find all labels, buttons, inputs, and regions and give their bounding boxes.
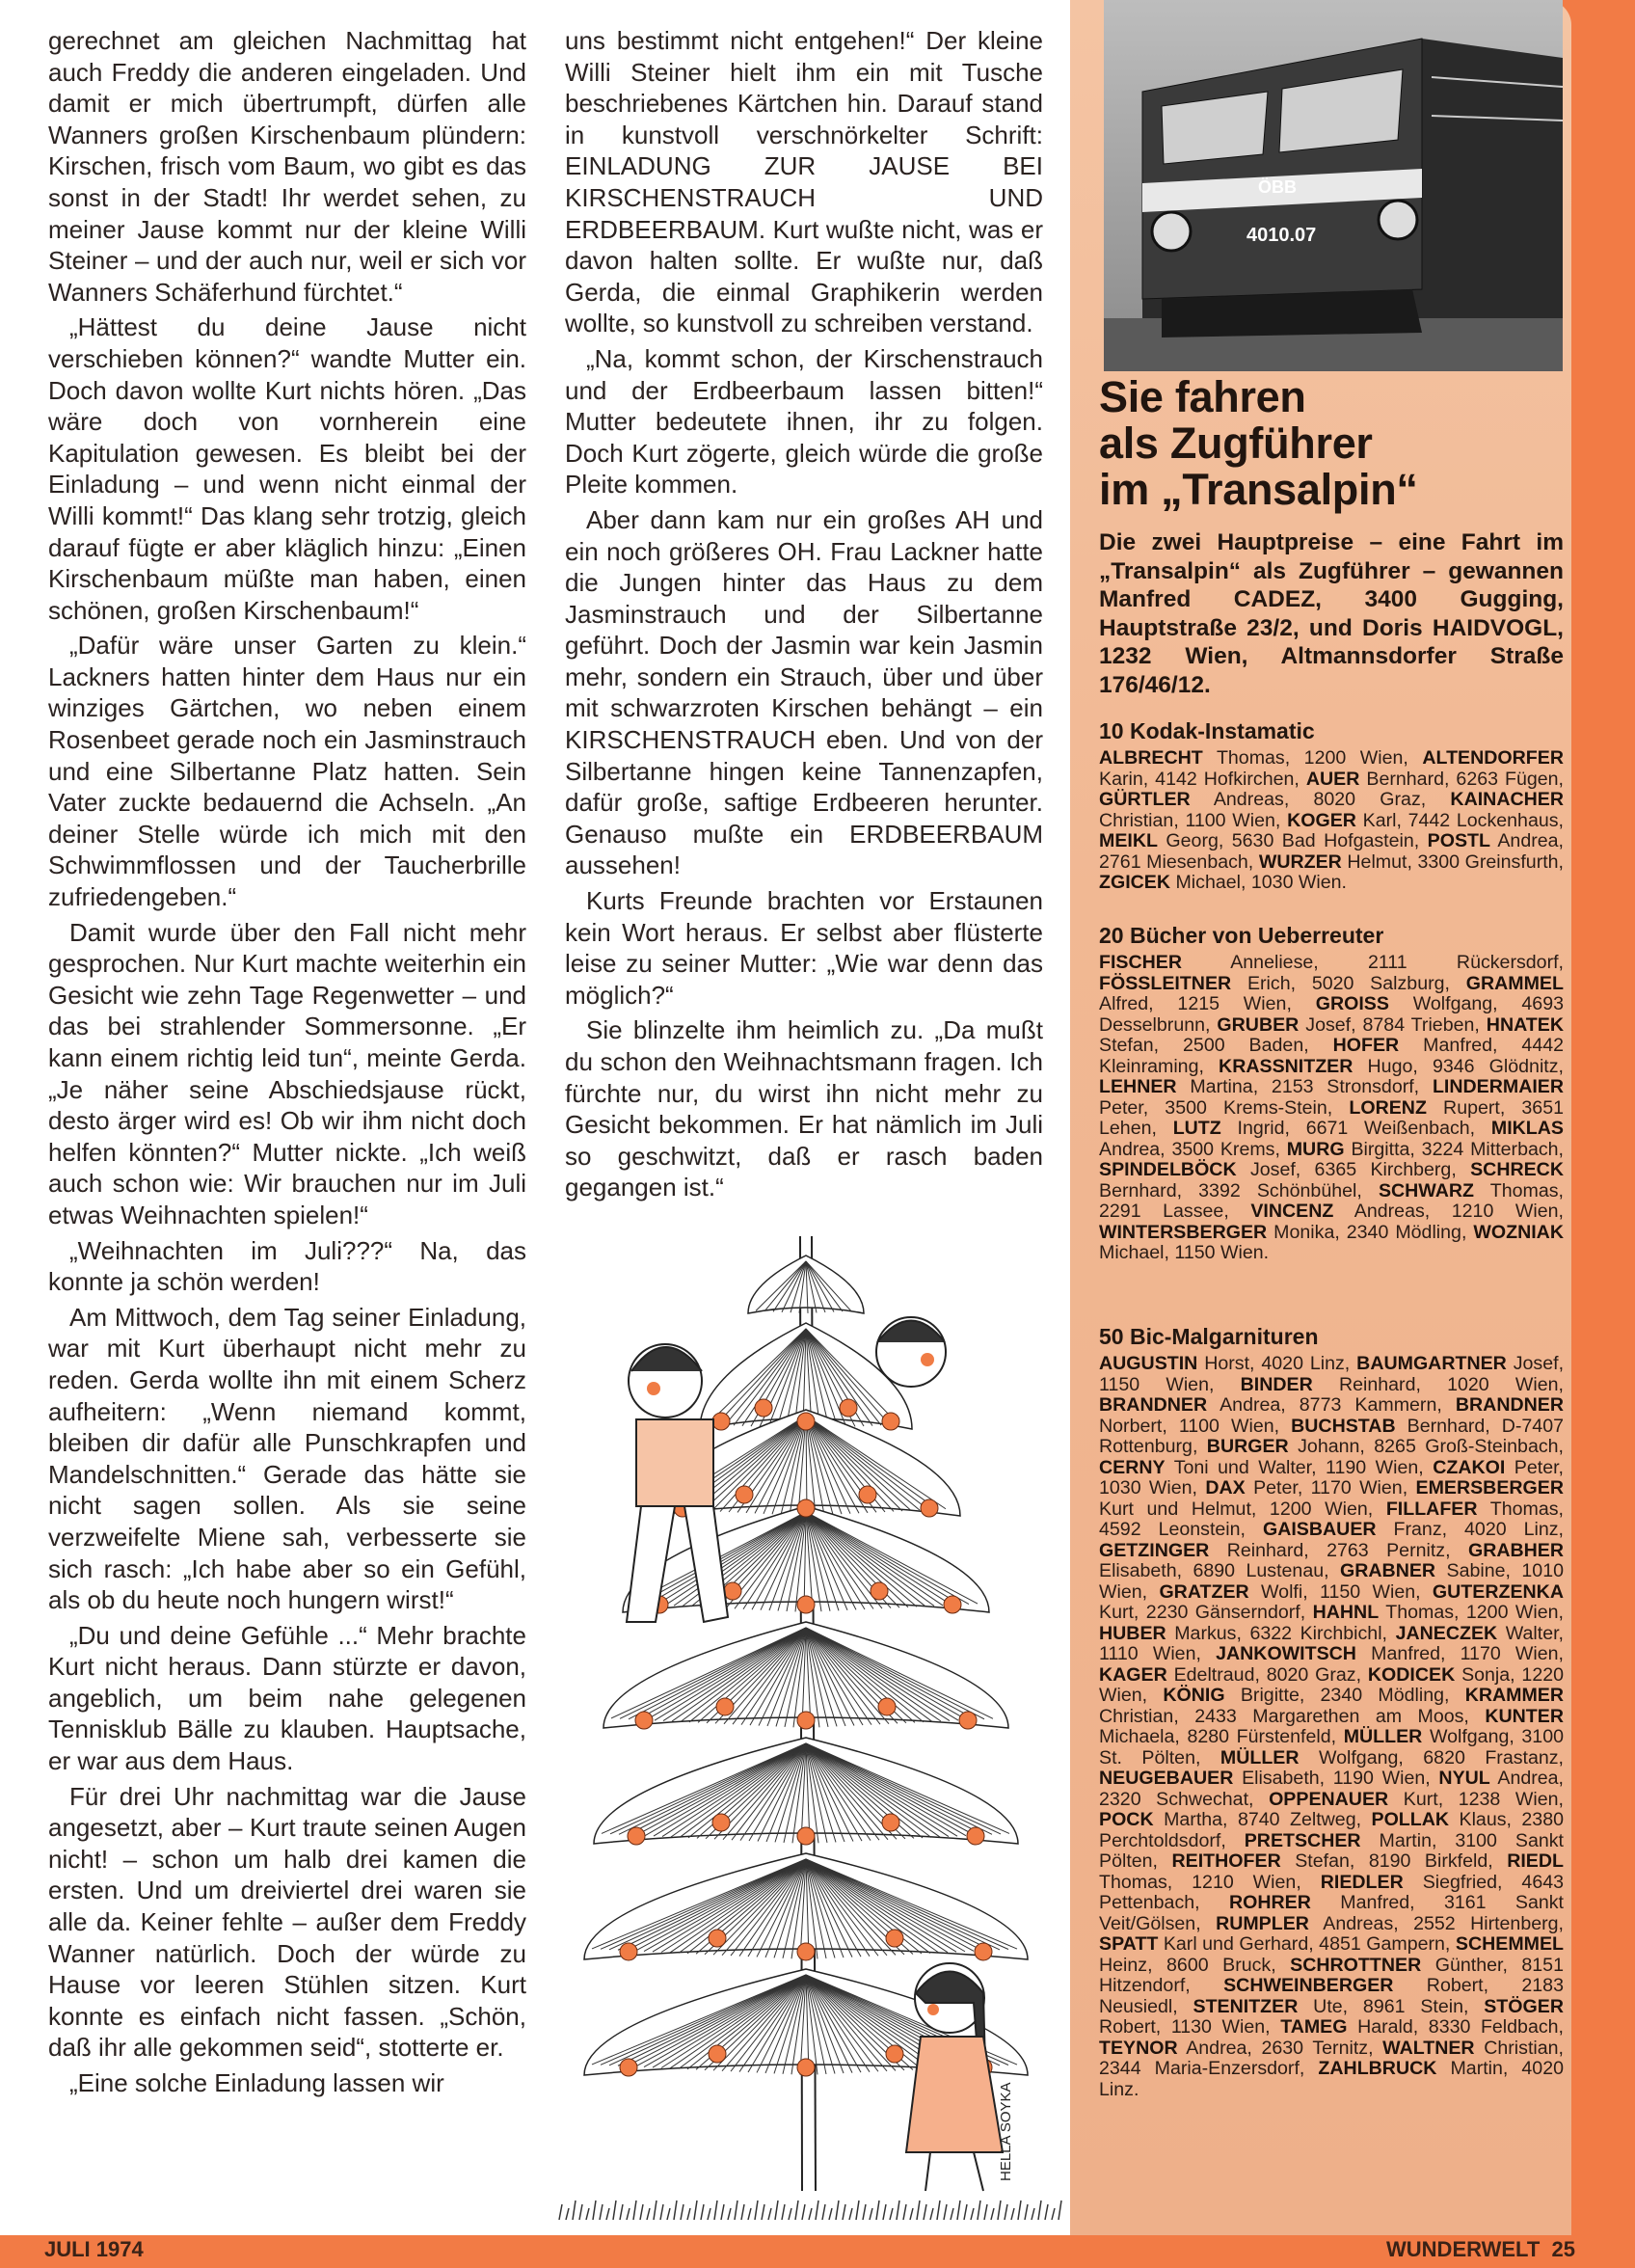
winner-surname: REITHOFER [1171, 1850, 1281, 1872]
winner-surname: KAINACHER [1450, 789, 1564, 810]
strawberry-tree-illustration [549, 1217, 1070, 2229]
winner-details: Johann, 8265 Groß-Steinbach, [1298, 1436, 1564, 1457]
winner-entry [1099, 1933, 1450, 1955]
winner-surname: JANKOWITSCH [1216, 1643, 1356, 1664]
winner-surname: POSTL [1427, 830, 1490, 851]
winner-surname: DAX [1205, 1477, 1246, 1498]
winner-surname: KAGER [1099, 1663, 1167, 1686]
winner-details: Andrea, 8773 Kammern, [1220, 1394, 1442, 1416]
winner-details: Elisabeth, 6890 Lustenau, [1099, 1560, 1329, 1581]
strawberry [921, 1499, 938, 1517]
winner-details: Wolfgang, 3100 St. Pölten, [1099, 1726, 1565, 1768]
winner-details: Hugo, 9346 Glödnitz, [1367, 1055, 1564, 1077]
winner-details: Josef, 8784 Trieben, [1305, 1013, 1480, 1036]
winner-surname: RUMPLER [1216, 1912, 1309, 1934]
winner-surname: POCK [1099, 1809, 1154, 1830]
winner-entry [1099, 1394, 1442, 1416]
winner-details: Martin, 4020 Linz. [1099, 2058, 1565, 2100]
winner-surname: BUCHSTAB [1291, 1415, 1396, 1437]
winner-entry [1099, 973, 1450, 994]
strawberry [882, 1413, 899, 1430]
winner-details: Brigitte, 2340 Mödling, [1240, 1685, 1450, 1706]
winner-details: Norbert, 1100 Wien, [1099, 1415, 1280, 1437]
winner-surname: OPPENAUER [1269, 1788, 1389, 1810]
strawberry [797, 1712, 815, 1729]
winner-surname: WALTNER [1382, 2037, 1475, 2059]
magazine-page-number: WUNDERWELT 25 [1386, 2237, 1575, 2261]
winner-entry [1099, 747, 1408, 769]
winner-surname: NEUGEBAUER [1099, 1768, 1234, 1789]
story-paragraph: „Na, kommt schon, der Kirschenstrauch und der Erdbeerbaum lassen bitten!“ Mutter bedeutete ihnen, ihr zu folgen. Doch Kurt zögerte, gleich würde die große Pleite kommen. [565, 343, 1043, 500]
winner-surname: LINDERMAIER [1432, 1076, 1565, 1097]
winner-details: Thomas, 1200 Wien, [1385, 1602, 1564, 1623]
strawberry [724, 1582, 741, 1600]
winner-details: Christian, 2344 Maria-Enzersdorf, [1099, 2037, 1564, 2079]
winner-entry [1269, 1789, 1564, 1810]
branch-tier [748, 1256, 864, 1313]
winner-surname: BAUMGARTNER [1356, 1353, 1507, 1374]
winner-surname: GÜRTLER [1099, 789, 1191, 810]
page-footer [0, 2235, 1635, 2268]
strawberry [709, 2045, 726, 2063]
strawberry [797, 2059, 815, 2076]
strawberry [882, 1814, 899, 1831]
winner-surname: KUNTER [1485, 1705, 1564, 1727]
winner-entry [1099, 830, 1419, 851]
winner-surname: ALTENDORFER [1422, 747, 1564, 769]
winner-surname: BINDER [1240, 1373, 1313, 1395]
winner-entry [1207, 1436, 1564, 1457]
winner-entry [1099, 1457, 1424, 1478]
winner-surname: LUTZ [1172, 1118, 1221, 1139]
winner-details: Josef, 1150 Wien, [1099, 1353, 1565, 1395]
winner-list [1099, 1354, 1564, 2100]
strawberry [716, 1698, 734, 1715]
story-paragraph: uns bestimmt nicht entgehen!“ Der kleine Willi Steiner hielt ihm ein mit Tusche beschriebenes Kärtchen hin. Darauf stand in kunstvoll verschnörkelter Schrift: EINLADUNG ZUR JAUSE BEI KIRSCHENSTRAUCH UND ERDBEERBAUM. Kurt wußte nicht, was er davon halten sollte. Er wußte nur, daß Gerda, die einmal Graphikerin werden wollte, so kunstvoll zu schreiben verstand. [565, 26, 1043, 338]
headline-line: Sie fahren [1099, 372, 1306, 421]
winner-surname: FISCHER [1099, 952, 1183, 973]
grass [559, 2200, 1061, 2220]
winner-surname: HUBER [1099, 1622, 1166, 1644]
winner-surname: BURGER [1206, 1436, 1289, 1457]
winner-details: Klaus, 2380 Perchtoldsdorf, [1099, 1809, 1564, 1851]
orange-frame-right [1571, 0, 1635, 2268]
winner-details: Thomas, 1210 Wien, [1099, 1871, 1301, 1893]
winner-details: Bernhard, 3392 Schönbühel, [1099, 1179, 1362, 1202]
train-logo: ÖBB [1258, 177, 1297, 197]
train-photo [1104, 0, 1563, 371]
winner-surname: MIKLAS [1490, 1118, 1564, 1139]
winner-surname: CERNY [1099, 1456, 1166, 1478]
winner-details: Andreas, 8020 Graz, [1213, 789, 1427, 810]
winner-surname: KÖNIG [1163, 1685, 1225, 1706]
winner-details: Bernhard, D-7407 Rottenburg, [1099, 1415, 1565, 1457]
story-paragraph: Für drei Uhr nachmittag war die Jause angesetzt, aber – Kurt traute seinen Augen nicht! – schon um halb drei kamen die ersten. Und um dreiviertel drei waren sie alle da. Keiner fehlte – außer dem Freddy Wanner natürlich. Doch der würde zu Hause vor leeren Stühlen sitzen. Kurt konnte es einfach nicht fassen. „Schön, daß ihr alle gekommen seid“, stotterte er. [48, 1781, 526, 2063]
winner-surname: JANECZEK [1395, 1622, 1498, 1644]
winner-details: Georg, 5630 Bad Hofgastein, [1166, 830, 1420, 851]
winner-entry [1159, 1581, 1420, 1603]
winner-surname: KOGER [1287, 809, 1356, 831]
headline-line: im „Transalpin“ [1099, 465, 1418, 514]
winner-surname: GETZINGER [1099, 1539, 1210, 1561]
winner-details: Andrea, 2630 Ternitz, [1186, 2037, 1374, 2059]
winner-surname: ZAHLBRUCK [1318, 2058, 1437, 2079]
winner-entry [1173, 1118, 1475, 1139]
story-paragraph: Am Mittwoch, dem Tag seiner Einladung, war mit Kurt überhaupt nicht mehr zu reden. Gerda wollte ihn mit einem Scherz aufheitern: „Wenn niemand kommt, bleiben dir dafür alle Punschkrapfen und Mandelschnitten.“ Gerade das hätte sie nicht sagen sollen. Als sie seine verzweifelte Miene sah, verbesserte sie sich rasch: „Ich habe aber so ein Gefühl, als ob du heute noch hungern wirst!“ [48, 1302, 526, 1615]
story-column-1 [48, 25, 526, 2103]
strawberry [959, 1712, 977, 1729]
main-prize-winners: Die zwei Hauptpreise – eine Fahrt im „Transalpin“ als Zugführer – gewannen Manfred CADEZ, 3400 Gugging, Hauptstraße 23/2, und Doris HAIDVOGL, 1232 Wien, Altmannsdorfer Straße 176/46/12. [1099, 529, 1564, 698]
winner-entry [1219, 1056, 1564, 1077]
winner-surname: STÖGER [1484, 1995, 1564, 2017]
winner-surname: GRAMMEL [1465, 972, 1564, 994]
strawberry [871, 1582, 888, 1600]
winner-details: Helmut, 3300 Greinsfurth, [1347, 850, 1564, 873]
winner-details: Wolfgang, 6820 Frastanz, [1318, 1746, 1564, 1768]
winner-surname: KODICEK [1367, 1663, 1456, 1686]
strawberry [797, 1827, 815, 1845]
winner-surname: WOZNIAK [1473, 1221, 1564, 1243]
winner-surname: HAHNL [1312, 1602, 1380, 1623]
strawberry [797, 1943, 815, 1960]
winner-entry [1099, 1222, 1466, 1243]
winner-details: Erich, 5020 Salzburg, [1246, 972, 1450, 994]
winner-details: Sonja, 1220 Wien, [1099, 1663, 1565, 1706]
strawberry [620, 2059, 637, 2076]
story-paragraph: „Hättest du deine Jause nicht verschieben können?“ wandte Mutter ein. Doch davon wollte Kurt nichts hören. „Das wäre doch von vornherein eine Kapitulation gewesen. Es bleibt bei der Einladung – und wenn nicht einmal der Willi kommt!“ Das klang sehr trotzig, gleich darauf fügte er aber kläglich hinzu: „Einen Kirschenbaum müßte man haben, einen schönen, großen Kirschenbaum!“ [48, 312, 526, 625]
story-column-2 [565, 25, 1043, 1207]
strawberry [878, 1698, 896, 1715]
winner-details: Martin, 3100 Sankt Pölten, [1099, 1829, 1565, 1872]
winner-details: Michael, 1030 Wien. [1175, 872, 1348, 893]
story-paragraph: gerechnet am gleichen Nachmittag hat auch Freddy die anderen eingeladen. Und damit er mich übertrumpft, dürfen alle Wanners großen Kirschenbaum plündern: Kirschen, frisch vom Baum, wo gibt es das sonst in der Stadt! Ihr werdet sehen, zu meiner Jause kommt nur der kleine Willi Steiner – und der auch nur, weil er sich vor Wanners Schäferhund fürchtet.“ [48, 26, 526, 307]
winner-surname: SPATT [1099, 1933, 1159, 1955]
winner-entry [1099, 789, 1426, 810]
train-number: 4010.07 [1246, 225, 1317, 246]
winner-details: Wolfi, 1150 Wien, [1261, 1580, 1421, 1603]
winner-entry [1216, 1913, 1564, 1934]
winner-details: Walter, 1110 Wien, [1099, 1622, 1564, 1664]
winner-entry [1205, 1477, 1407, 1498]
strawberry [712, 1413, 730, 1430]
winner-entry [1313, 1602, 1564, 1623]
strawberry [755, 1399, 772, 1417]
winner-details: Sabine, 1010 Wien, [1099, 1560, 1564, 1603]
winner-details: Peter, 1030 Wien, [1099, 1456, 1564, 1498]
strawberry [840, 1399, 857, 1417]
winner-details: Martha, 8740 Zeltweg, [1164, 1809, 1362, 1830]
winner-details: Elisabeth, 1190 Wien, [1242, 1768, 1431, 1789]
winner-entry [1099, 1540, 1451, 1561]
winner-entry [1259, 851, 1564, 873]
story-paragraph: Kurts Freunde brachten vor Erstaunen kein Wort heraus. Er selbst aber flüsterte leise zu seiner Mutter: „Wie war denn das möglich?“ [565, 886, 1043, 1010]
winner-surname: GRABHER [1467, 1539, 1565, 1561]
winner-list [1099, 953, 1564, 1264]
winner-details: Edeltraud, 8020 Graz, [1173, 1663, 1362, 1686]
winner-surname: ZGICEK [1099, 872, 1171, 893]
winner-surname: RIEDL [1507, 1850, 1564, 1872]
story-paragraph: Damit wurde über den Fall nicht mehr gesprochen. Nur Kurt machte weiterhin ein Gesicht wie zehn Tage Regenwetter – und das bei strahlender Sommersonne. „Er kann einem richtig leid tun“, meinte Gerda. „Je näher seine Abschiedsjause rückt, desto ärger wird es! Ob wir ihm nicht doch helfen könnten?“ Mutter nickte. „Ich weiß auch schon wie: Wir brauchen nur im Juli etwas Weihnachten spielen!“ [48, 917, 526, 1229]
winner-surname: KRASSNITZER [1219, 1055, 1354, 1077]
winner-details: Kurt und Helmut, 1200 Wien, [1099, 1498, 1374, 1520]
winner-details: Stefan, 8190 Birkfeld, [1295, 1850, 1493, 1872]
winner-entry [1250, 1201, 1564, 1222]
winner-entry [1287, 1139, 1564, 1160]
strawberry [975, 1943, 992, 1960]
strawberry [797, 1596, 815, 1613]
winner-details: Manfred, 4442 Kleinraming, [1099, 1035, 1565, 1077]
winner-details: Karl und Gerhard, 4851 Gampern, [1163, 1933, 1451, 1955]
winner-surname: SCHEMMEL [1455, 1933, 1564, 1955]
winner-surname: SPINDELBÖCK [1099, 1159, 1237, 1180]
winner-details: Michael, 1150 Wien. [1099, 1242, 1270, 1263]
winner-details: Karin, 4142 Hofkirchen, [1099, 768, 1300, 790]
story-paragraph: „Dafür wäre unser Garten zu klein.“ Lackners hatten hinter dem Haus nur ein winziges Gärtchen, wo neben einem Rosenbeet gerade noch ein Jasminstrauch und eine Silbertanne Platz hatten. Sein Vater zuckte bedauernd die Achseln. „An deiner Stelle würde ich mich mit den Schwimmflossen und der Taucherbrille zufriedengeben.“ [48, 631, 526, 912]
winner-entry [1280, 2016, 1564, 2038]
strawberry [886, 2045, 903, 2063]
winner-surname: CZAKOI [1433, 1456, 1506, 1478]
strawberry [628, 1827, 645, 1845]
strawberry [736, 1486, 753, 1503]
winner-surname: MEIKL [1099, 830, 1158, 851]
winner-surname: TEYNOR [1099, 2037, 1178, 2059]
winner-details: Kurt, 2230 Gänserndorf, [1099, 1602, 1306, 1623]
winner-surname: GUTERZENKA [1432, 1580, 1564, 1603]
winner-details: Bernhard, 6263 Fügen, [1366, 768, 1565, 790]
winner-surname: AUGUSTIN [1099, 1353, 1198, 1374]
winner-surname: HOFER [1332, 1035, 1400, 1056]
winner-details: Siegfried, 4643 Pettenbach, [1099, 1871, 1565, 1913]
story-paragraph: Sie blinzelte ihm heimlich zu. „Da mußt du schon den Weihnachtsmann fragen. Ich fürchte nur, du wirst ihn nicht mehr zu Gesicht bekommen. Er hat nämlich im Juli so geschwitzt, daß er rasch baden gegangen ist.“ [565, 1015, 1043, 1202]
story-paragraph: „Eine solche Einladung lassen wir [69, 2068, 444, 2097]
winner-entry [1220, 1747, 1564, 1768]
winner-details: Thomas, 1200 Wien, [1216, 747, 1408, 769]
winner-details: Thomas, 2291 Lassee, [1099, 1179, 1564, 1222]
winner-details: Christian, 1100 Wien, [1099, 809, 1281, 831]
winner-surname: GRABNER [1340, 1560, 1436, 1581]
winner-surname: NYUL [1438, 1768, 1490, 1789]
winner-details: Manfred, 3161 Sankt Veit/Gölsen, [1099, 1892, 1565, 1934]
winner-details: Robert, 1130 Wien, [1099, 2016, 1271, 2038]
winner-surname: MÜLLER [1343, 1726, 1423, 1747]
winner-details: Christian, 2433 Margarethen am Moos, [1099, 1705, 1469, 1727]
winner-surname: MÜLLER [1220, 1746, 1300, 1768]
winner-details: Kurt, 1238 Wien, [1403, 1788, 1564, 1810]
winner-entry [1163, 1685, 1449, 1706]
winner-entry [1099, 1353, 1350, 1374]
winner-entry [1099, 1768, 1431, 1789]
winner-entry [1241, 1374, 1564, 1395]
prize-section-title: 50 Bic-Malgarnituren [1099, 1324, 1319, 1349]
strawberry [709, 1930, 726, 1947]
winner-surname: GAISBAUER [1262, 1519, 1377, 1540]
winner-entry [1193, 1996, 1469, 2017]
winner-details: Birgitta, 3224 Mitterbach, [1351, 1138, 1565, 1160]
winner-details: Heinz, 8600 Bruck, [1099, 1954, 1276, 1976]
winner-surname: EMERSBERGER [1415, 1477, 1565, 1498]
story-paragraph: „Du und deine Gefühle ...“ Mehr brachte Kurt nicht heraus. Dann stürzte er davon, angeblich, um beim nahe gelegenen Tennisklub Bälle zu klauben. Hauptsache, er war aus dem Haus. [48, 1620, 526, 1776]
strawberry [944, 1596, 961, 1613]
winner-surname: GROISS [1315, 993, 1389, 1014]
winner-details: Toni und Walter, 1190 Wien, [1173, 1456, 1424, 1478]
winner-list [1099, 748, 1564, 894]
winner-entry [1263, 1519, 1564, 1540]
winner-details: Alfred, 1215 Wien, [1099, 993, 1292, 1014]
strawberry [712, 1814, 730, 1831]
winner-entry [1099, 1159, 1457, 1180]
prize-section-books [1099, 922, 1564, 1264]
winner-surname: GRUBER [1217, 1013, 1300, 1036]
winner-surname: LEHNER [1099, 1076, 1177, 1097]
strawberry [967, 1827, 984, 1845]
winner-entry [1099, 1623, 1387, 1644]
issue-date: JULI 1974 [44, 2237, 144, 2261]
winner-surname: TAMEG [1280, 2016, 1348, 2038]
strawberry [635, 1712, 653, 1729]
winner-entry [1099, 872, 1347, 893]
winner-entry [1099, 2038, 1374, 2059]
winner-details: Monika, 2340 Mödling, [1273, 1221, 1467, 1243]
winner-surname: POLLAK [1371, 1809, 1450, 1830]
winner-details: Harald, 8330 Feldbach, [1357, 2016, 1564, 2038]
winner-surname: VINCENZ [1250, 1201, 1334, 1222]
winner-surname: SCHWEINBERGER [1223, 1975, 1394, 1996]
winner-surname: WINTERSBERGER [1099, 1221, 1268, 1243]
winner-entry [1306, 769, 1564, 790]
winner-entry [1099, 1076, 1419, 1097]
winner-surname: BRANDNER [1099, 1394, 1208, 1416]
winner-details: Horst, 4020 Linz, [1204, 1353, 1351, 1374]
winner-surname: ALBRECHT [1099, 747, 1203, 769]
winner-surname: ROHRER [1228, 1892, 1311, 1913]
winner-details: Peter, 3500 Krems-Stein, [1099, 1096, 1333, 1119]
winner-entry [1216, 1643, 1564, 1664]
winner-surname: SCHROTTNER [1290, 1954, 1422, 1976]
winner-details: Stefan, 2500 Baden, [1099, 1035, 1309, 1056]
winner-surname: SCHWARZ [1378, 1179, 1474, 1202]
winner-surname: MURG [1286, 1138, 1345, 1160]
headline-line: als Zugführer [1099, 418, 1373, 468]
winner-details: Rupert, 3651 Lehen, [1099, 1096, 1564, 1139]
winner-entry [1099, 1664, 1361, 1686]
story-paragraph: „Weihnachten im Juli???“ Na, das konnte ja schön werden! [48, 1235, 526, 1297]
winner-details: Manfred, 1170 Wien, [1371, 1643, 1564, 1664]
winner-details: Andreas, 2552 Hirtenberg, [1323, 1912, 1564, 1934]
strawberry [620, 1943, 637, 1960]
winner-surname: BRANDNER [1455, 1394, 1564, 1416]
winner-details: Martina, 2153 Stronsdorf, [1190, 1076, 1420, 1097]
strawberry [886, 1930, 903, 1947]
winner-entry [1217, 1014, 1479, 1036]
winner-surname: WURZER [1258, 850, 1342, 873]
winner-surname: HNATEK [1486, 1013, 1564, 1036]
winner-entry [1172, 1850, 1493, 1872]
winner-surname: FÖSSLEITNER [1099, 972, 1232, 994]
winner-surname: PRETSCHER [1244, 1829, 1361, 1851]
winner-surname: KRAMMER [1464, 1685, 1565, 1706]
winner-details: Ute, 8961 Stein, [1313, 1995, 1469, 2017]
winner-details: Andrea, 2761 Miesenbach, [1099, 830, 1564, 873]
winner-details: Robert, 2183 Neusiedl, [1099, 1975, 1564, 2017]
winner-details: Wolfgang, 4693 Desselbrunn, [1099, 993, 1565, 1036]
winner-details: Andrea, 2320 Schwechat, [1099, 1768, 1565, 1810]
prize-section-kodak [1099, 717, 1564, 894]
winner-details: Andrea, 3500 Krems, [1099, 1138, 1280, 1160]
prize-section-title: 20 Bücher von Ueberreuter [1099, 923, 1384, 948]
strawberry [859, 1486, 876, 1503]
winner-details: Karl, 7442 Lockenhaus, [1362, 809, 1564, 831]
story-paragraph: Aber dann kam nur ein großes AH und ein noch größeres OH. Frau Lackner hatte die Jungen hinter das Haus zu dem Jasminstrauch und der Silbertanne geführt. Doch der Jasmin war kein Jasmin mehr, sondern ein Strauch, über und über mit schwarzroten Kirschen behängt – ein KIRSCHENSTRAUCH eben. Und von der Silbertanne hingen keine Tannenzapfen, dafür große, saftige Erdbeeren herunter. Genauso mußte ein ERDBEERBAUM aussehen! [565, 504, 1043, 880]
winner-surname: LORENZ [1349, 1096, 1427, 1119]
winner-entry [1099, 952, 1564, 973]
winner-details: Franz, 4020 Linz, [1393, 1519, 1564, 1540]
winner-details: Ingrid, 6671 Weißenbach, [1237, 1118, 1476, 1139]
winner-details: Anneliese, 2111 Rückersdorf, [1230, 952, 1564, 973]
winner-details: Markus, 6322 Kirchbichl, [1174, 1622, 1387, 1644]
winner-details: Reinhard, 2763 Pernitz, [1226, 1539, 1451, 1561]
winner-details: Reinhard, 1020 Wien, [1338, 1373, 1564, 1395]
strawberry [797, 1413, 815, 1430]
winner-surname: AUER [1305, 768, 1360, 790]
artist-signature: HELLA SOYKA [998, 2082, 1014, 2181]
winner-surname: RIEDLER [1320, 1871, 1404, 1893]
winner-details: Thomas, 4592 Leonstein, [1099, 1498, 1564, 1540]
prize-section-title: 10 Kodak-Instamatic [1099, 718, 1315, 743]
strawberry [797, 1499, 815, 1517]
winner-surname: GRATZER [1159, 1580, 1249, 1603]
winner-entry [1099, 1809, 1361, 1830]
winner-surname: SCHRECK [1470, 1159, 1564, 1180]
winner-details: Michaela, 8280 Fürstenfeld, [1099, 1726, 1337, 1747]
winner-surname: STENITZER [1193, 1995, 1299, 2017]
winner-details: Andreas, 1210 Wien, [1354, 1201, 1564, 1222]
boy-right [876, 1317, 946, 1387]
winner-details: Peter, 1170 Wien, [1253, 1477, 1408, 1498]
winner-entry [1287, 810, 1564, 831]
winner-details: Josef, 6365 Kirchberg, [1249, 1159, 1457, 1180]
winner-details: Günther, 8151 Hitzendorf, [1099, 1954, 1564, 1996]
winner-surname: FILLAFER [1385, 1498, 1478, 1520]
panel-headline [1099, 374, 1564, 513]
prize-section-bic [1099, 1323, 1564, 2100]
girl [906, 1963, 1003, 2191]
